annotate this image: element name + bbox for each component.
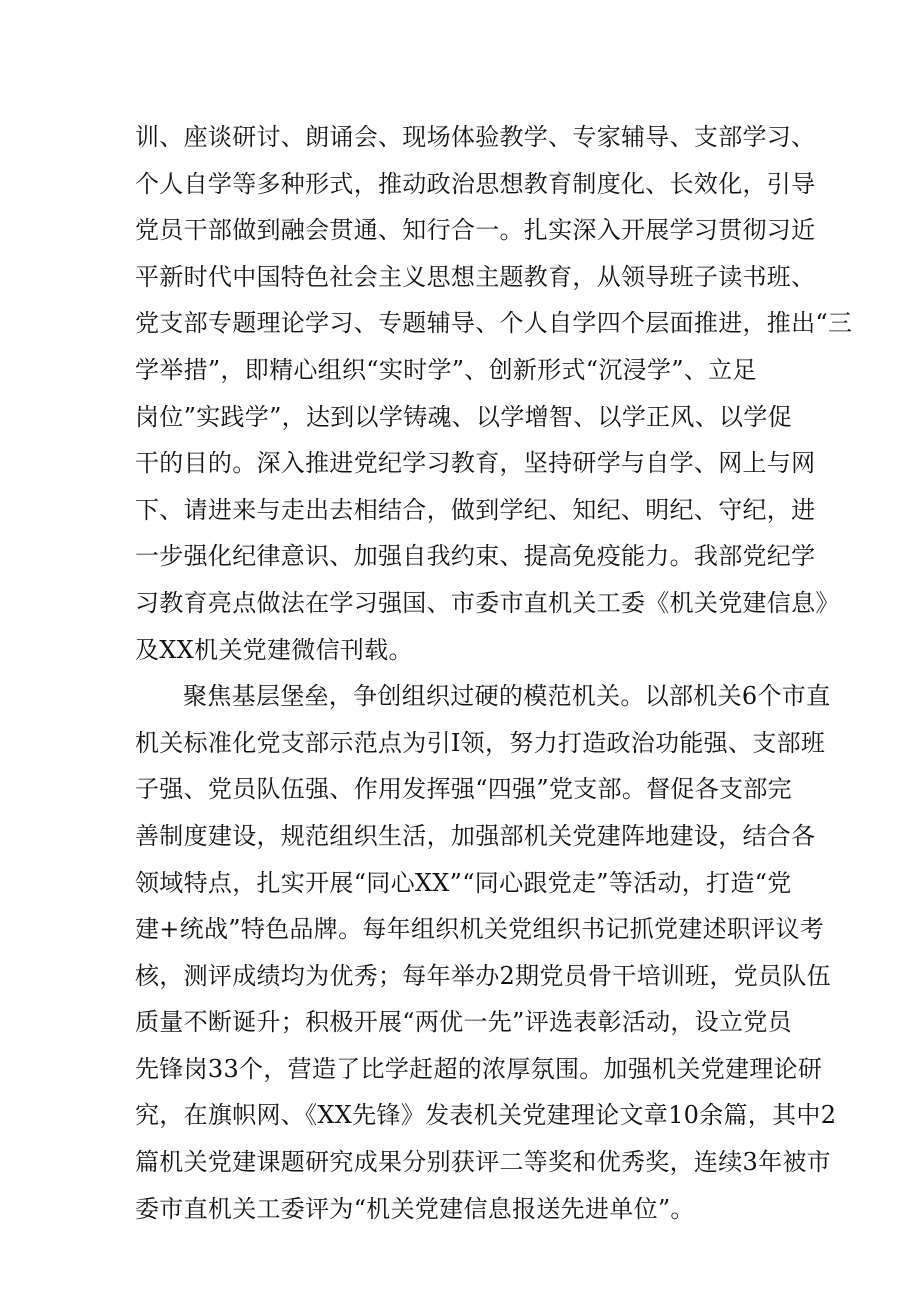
text-line: 究，在旗帜网、《XX先锋》发表机关党建理论文章10余篇，其中2: [135, 1101, 837, 1130]
text-line: 下、请进来与走出去相结合，做到学纪、知纪、明纪、守纪，进: [135, 495, 816, 524]
text-line: 一步强化纪律意识、加强自我约束、提高免疫能力。我部党纪学: [135, 542, 816, 571]
text-line: 委市直机关工委评为“机关党建信息报送先进单位”。: [135, 1194, 695, 1223]
text-line: 平新时代中国特色社会主义思想主题教育，从领导班子读书班、: [135, 262, 816, 291]
body-text: [135, 114, 853, 1232]
text-line: 学举措”，即精心组织“实时学”、创新形式“沉浸学”、立足: [135, 355, 757, 384]
text-line: 核，测评成绩均为优秀；每年举办2期党员骨干培训班，党员队伍: [135, 961, 831, 990]
paragraph-start-line: 聚焦基层堡垒，争创组织过硬的模范机关。以部机关6个市直: [183, 682, 831, 711]
text-line: 岗位”实践学”，达到以学铸魂、以学增智、以学正风、以学促: [135, 402, 792, 431]
text-line: 机关标准化党支部示范点为引I领，努力打造政治功能强、支部班: [135, 728, 826, 757]
text-line: 领域特点，扎实开展“同心XX”“同心跟党走”等活动，打造“党: [135, 868, 792, 897]
text-line: 善制度建设，规范组织生活，加强部机关党建阵地建设，结合各: [135, 821, 816, 850]
text-line: 个人自学等多种形式，推动政治思想教育制度化、长效化，引导: [135, 169, 816, 198]
text-line: 干的目的。深入推进党纪学习教育，坚持研学与自学、网上与网: [135, 449, 816, 478]
text-line: 篇机关党建课题研究成果分别获评二等奖和优秀奖，连续3年被市: [135, 1148, 831, 1177]
text-line: 党员干部做到融会贯通、知行合一。扎实深入开展学习贯彻习近: [135, 216, 816, 245]
text-line: 训、座谈研讨、朗诵会、现场体验教学、专家辅导、支部学习、: [135, 123, 816, 151]
text-line: 先锋岗33个，营造了比学赶超的浓厚氛围。加强机关党建理论研: [135, 1054, 823, 1083]
text-line: 及XX机关党建微信刊载。: [135, 635, 413, 664]
text-line: 党支部专题理论学习、专题辅导、个人自学四个层面推进，推出“三: [135, 309, 853, 338]
text-line: 习教育亮点做法在学习强国、市委市直机关工委《机关党建信息》: [135, 588, 840, 617]
text-line: 子强、党员队伍强、作用发挥强“四强”党支部。督促各支部完: [135, 775, 792, 804]
text-line: 质量不断诞升；积极开展“两优一先”评选表彰活动，设立党员: [135, 1008, 792, 1037]
text-line: 建+统战”特色品牌。每年组织机关党组织书记抓党建述职评议考: [135, 915, 825, 944]
